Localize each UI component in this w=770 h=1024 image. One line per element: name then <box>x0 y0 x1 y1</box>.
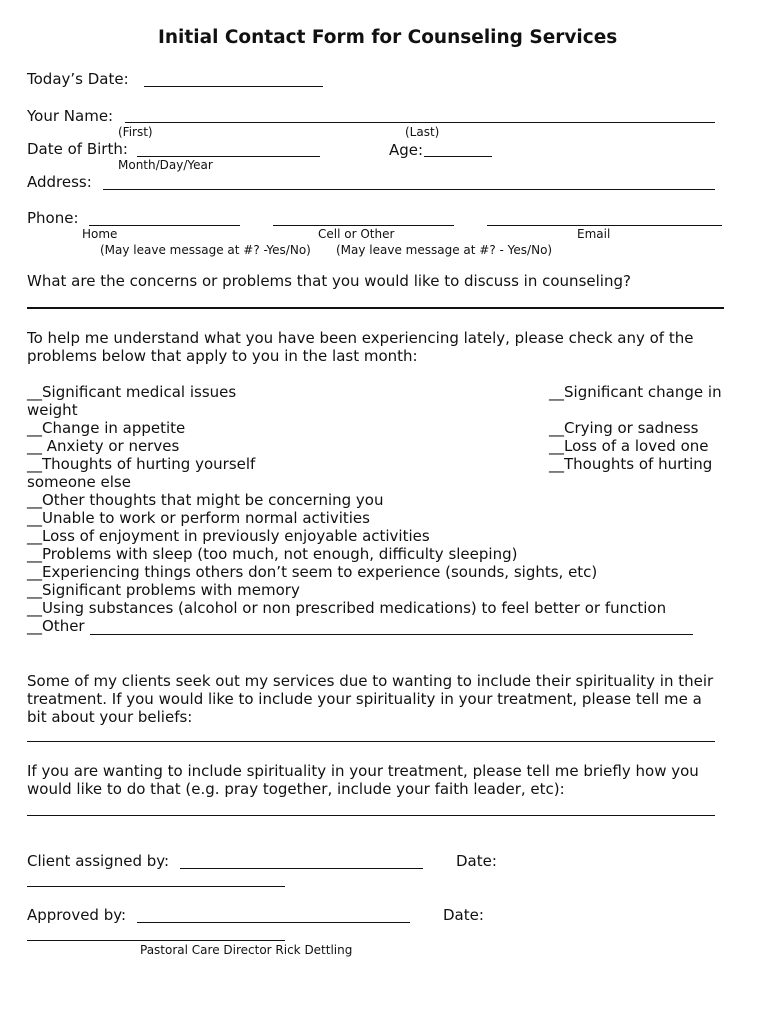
dob-label: Date of Birth: <box>27 140 128 158</box>
cell-message-hint: (May leave message at #? - Yes/No) <box>336 243 553 257</box>
checklist-item-memory[interactable]: __Significant problems with memory <box>27 581 300 599</box>
spirituality-text-line-2: treatment. If you would like to include your spirituality in your treatment, please tell me a <box>27 690 702 708</box>
checklist-item-weight-cont: weight <box>27 401 78 419</box>
home-message-hint: (May leave message at #? -Yes/No) <box>100 243 311 257</box>
checklist-item-substances[interactable]: __Using substances (alcohol or non prescribed medications) to feel better or function <box>27 599 667 617</box>
concerns-field[interactable] <box>27 307 724 309</box>
phone-label: Phone: <box>27 209 79 227</box>
checklist-item-sleep[interactable]: __Problems with sleep (too much, not enough, difficulty sleeping) <box>27 545 518 563</box>
cell-phone-field[interactable] <box>273 225 454 226</box>
cell-hint: Cell or Other <box>318 227 395 241</box>
checklist-item-appetite[interactable]: __Change in appetite <box>27 419 186 437</box>
spirituality-how-line-1: If you are wanting to include spirituality in your treatment, please tell me briefly how you <box>27 762 699 780</box>
spirituality-text-line-1: Some of my clients seek out my services due to wanting to include their spirituality in their <box>27 672 714 690</box>
your-name-field[interactable] <box>125 122 715 123</box>
approved-field[interactable] <box>137 922 410 923</box>
checklist-item-anxiety[interactable]: __ Anxiety or nerves <box>27 437 180 455</box>
spirituality-text-line-3: bit about your beliefs: <box>27 708 193 726</box>
your-name-label: Your Name: <box>27 107 114 125</box>
email-hint: Email <box>577 227 611 241</box>
dob-field[interactable] <box>137 156 320 157</box>
client-assigned-date-label: Date: <box>456 852 497 870</box>
age-field[interactable] <box>424 156 492 157</box>
checklist-item-crying[interactable]: __Crying or sadness <box>549 419 699 437</box>
checklist-item-change-in[interactable]: __Significant change in <box>549 383 722 401</box>
checklist-item-medical[interactable]: __Significant medical issues <box>27 383 237 401</box>
beliefs-field[interactable] <box>27 741 715 742</box>
checklist-item-loss-loved[interactable]: __Loss of a loved one <box>549 437 709 455</box>
address-label: Address: <box>27 173 92 191</box>
checklist-item-other-thoughts[interactable]: __Other thoughts that might be concerning you <box>27 491 384 509</box>
checklist-item-other[interactable]: __Other <box>27 617 85 635</box>
address-field[interactable] <box>103 189 715 190</box>
age-label: Age: <box>389 141 424 159</box>
spirituality-how-field[interactable] <box>27 815 715 816</box>
checklist-intro-line-2: problems below that apply to you in the last month: <box>27 347 418 365</box>
checklist-item-thoughts-hurting[interactable]: __Thoughts of hurting <box>549 455 713 473</box>
last-name-hint: (Last) <box>405 125 440 139</box>
other-field[interactable] <box>90 634 693 635</box>
client-assigned-label: Client assigned by: <box>27 852 170 870</box>
home-hint: Home <box>82 227 118 241</box>
dob-hint: Month/Day/Year <box>118 158 213 172</box>
todays-date-field[interactable] <box>144 86 323 87</box>
email-field[interactable] <box>487 225 722 226</box>
director-caption: Pastoral Care Director Rick Dettling <box>140 943 353 957</box>
approved-date-field[interactable] <box>27 940 285 941</box>
checklist-item-hurting-yourself[interactable]: __Thoughts of hurting yourself <box>27 455 256 473</box>
todays-date-label: Today’s Date: <box>27 70 129 88</box>
concerns-question: What are the concerns or problems that you would like to discuss in counseling? <box>27 272 631 290</box>
checklist-intro-line-1: To help me understand what you have been experiencing lately, please check any of the <box>27 329 694 347</box>
spirituality-how-line-2: would like to do that (e.g. pray together, include your faith leader, etc): <box>27 780 565 798</box>
form-title: Initial Contact Form for Counseling Services <box>158 27 618 48</box>
home-phone-field[interactable] <box>89 225 240 226</box>
approved-date-label: Date: <box>443 906 484 924</box>
client-assigned-date-field[interactable] <box>27 886 285 887</box>
approved-label: Approved by: <box>27 906 127 924</box>
checklist-item-unable-work[interactable]: __Unable to work or perform normal activities <box>27 509 370 527</box>
checklist-item-someone-else-cont: someone else <box>27 473 131 491</box>
client-assigned-field[interactable] <box>180 868 423 869</box>
checklist-item-loss-enjoyment[interactable]: __Loss of enjoyment in previously enjoyable activities <box>27 527 430 545</box>
checklist-item-experiencing[interactable]: __Experiencing things others don’t seem to experience (sounds, sights, etc) <box>27 563 598 581</box>
first-name-hint: (First) <box>118 125 153 139</box>
